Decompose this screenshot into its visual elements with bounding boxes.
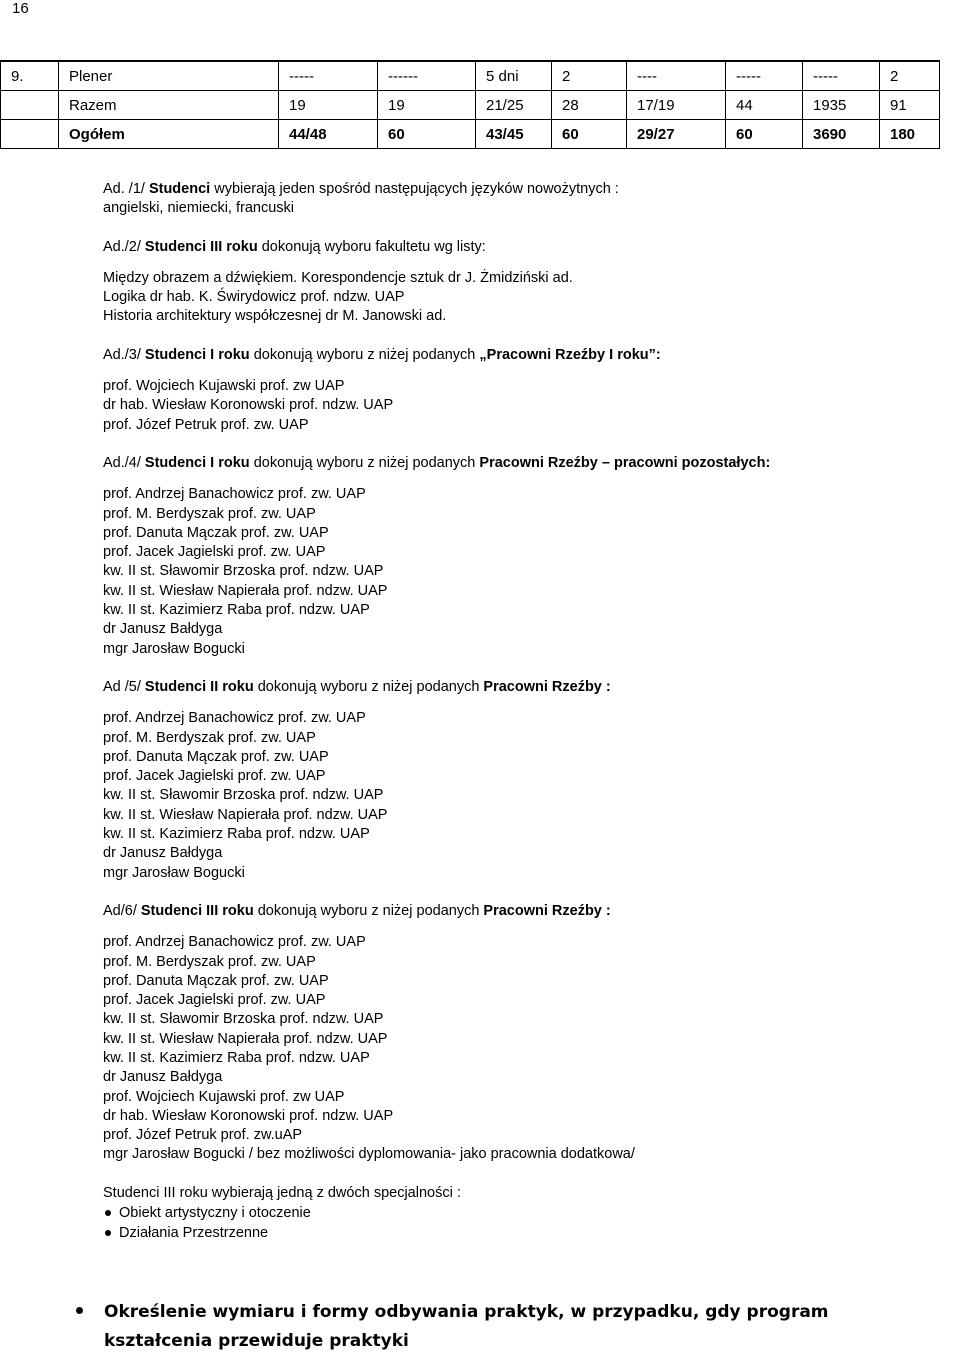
table-cell: 60 <box>726 120 803 149</box>
note-3-list <box>103 377 933 435</box>
list-item: mgr Jarosław Bogucki <box>103 864 245 881</box>
note-2-list <box>103 269 933 327</box>
list-item: prof. Danuta Mączak prof. zw. UAP <box>103 748 329 765</box>
note-2: Ad./2/ Studenci III roku dokonują wyboru fakultetu wg listy: <box>103 238 486 255</box>
list-item: prof. Jacek Jagielski prof. zw. UAP <box>103 992 326 1009</box>
list-item: dr Janusz Bałdyga <box>103 845 223 862</box>
table-cell: 21/25 <box>476 91 552 120</box>
table-cell: 44 <box>726 91 803 120</box>
note-4: Ad./4/ Studenci I roku dokonują wyboru z niżej podanych Pracowni Rzeźby – pracowni pozostałych: <box>103 454 771 471</box>
table-cell: 60 <box>552 120 627 149</box>
table-cell: 1935 <box>803 91 880 120</box>
note-6: Ad/6/ Studenci III roku dokonują wyboru z niżej podanych Pracowni Rzeźby : <box>103 902 611 919</box>
table-cell: ----- <box>803 61 880 91</box>
table-cell: 91 <box>880 91 940 120</box>
table-cell: 60 <box>378 120 476 149</box>
table-cell: 5 dni <box>476 61 552 91</box>
table-cell: 2 <box>880 61 940 91</box>
table-cell: ----- <box>726 61 803 91</box>
list-item: prof. Andrzej Banachowicz prof. zw. UAP <box>103 486 366 503</box>
list-item: Obiekt artystyczny i otoczenie <box>103 1203 933 1223</box>
list-item: kw. II st. Sławomir Brzoska prof. ndzw. UAP <box>103 787 384 804</box>
list-item: prof. Wojciech Kujawski prof. zw UAP <box>103 378 345 395</box>
table-cell: 9. <box>1 61 59 91</box>
table-cell: Plener <box>59 61 279 91</box>
list-item: kw. II st. Kazimierz Raba prof. ndzw. UAP <box>103 1049 370 1066</box>
list-item: kw. II st. Wiesław Napierała prof. ndzw. UAP <box>103 582 388 599</box>
list-item: prof. M. Berdyszak prof. zw. UAP <box>103 729 316 746</box>
list-item: mgr Jarosław Bogucki <box>103 640 245 657</box>
table-cell: 19 <box>279 91 378 120</box>
list-item: prof. Andrzej Banachowicz prof. zw. UAP <box>103 934 366 951</box>
list-item: kw. II st. Sławomir Brzoska prof. ndzw. UAP <box>103 1011 384 1028</box>
table-cell: 28 <box>552 91 627 120</box>
list-item: kw. II st. Wiesław Napierała prof. ndzw. UAP <box>103 1030 388 1047</box>
table-cell: ------ <box>378 61 476 91</box>
table-cell: Ogółem <box>59 120 279 149</box>
table-row <box>1 120 940 149</box>
note-6-list <box>103 933 933 1165</box>
specializations-intro: Studenci III roku wybierają jedną z dwóch specjalności : <box>103 1184 461 1201</box>
table-row <box>1 91 940 120</box>
note-4-list <box>103 485 933 659</box>
note-1: Ad. /1/ Studenci wybierają jeden spośród następujących języków nowożytnych : <box>103 181 619 197</box>
list-item: prof. Józef Petruk prof. zw.uAP <box>103 1127 303 1144</box>
list-item: prof. Jacek Jagielski prof. zw. UAP <box>103 768 326 785</box>
bullet-icon <box>76 1307 83 1314</box>
table-cell: 17/19 <box>627 91 726 120</box>
page-number: 16 <box>12 0 29 17</box>
table-cell: 43/45 <box>476 120 552 149</box>
table-cell: 44/48 <box>279 120 378 149</box>
list-item: prof. Danuta Mączak prof. zw. UAP <box>103 972 329 989</box>
list-item: prof. Jacek Jagielski prof. zw. UAP <box>103 544 326 561</box>
list-item: dr Janusz Bałdyga <box>103 1069 223 1086</box>
list-item: dr hab. Wiesław Koronowski prof. ndzw. UAP <box>103 1107 394 1124</box>
list-item: dr hab. Wiesław Koronowski prof. ndzw. UAP <box>103 397 394 414</box>
list-item: Historia architektury współczesnej dr M. Janowski ad. <box>103 308 447 325</box>
table-cell <box>1 120 59 149</box>
list-item: prof. M. Berdyszak prof. zw. UAP <box>103 953 316 970</box>
final-heading: Określenie wymiaru i formy odbywania praktyk, w przypadku, gdy program kształcenia przewiduje praktyki <box>80 1298 940 1356</box>
list-item: prof. M. Berdyszak prof. zw. UAP <box>103 505 316 522</box>
table-row <box>1 61 940 91</box>
table-cell: 19 <box>378 91 476 120</box>
note-5-list <box>103 709 933 883</box>
notes-section <box>103 180 933 1243</box>
note-3: Ad./3/ Studenci I roku dokonują wyboru z niżej podanych „Pracowni Rzeźby I roku”: <box>103 346 661 363</box>
list-item: Działania Przestrzenne <box>103 1223 933 1243</box>
list-item: prof. Józef Petruk prof. zw. UAP <box>103 416 309 433</box>
summary-table <box>0 60 940 149</box>
list-item: mgr Jarosław Bogucki / bez możliwości dyplomowania- jako pracownia dodatkowa/ <box>103 1146 635 1163</box>
table-cell: 180 <box>880 120 940 149</box>
list-item: kw. II st. Kazimierz Raba prof. ndzw. UAP <box>103 826 370 843</box>
list-item: kw. II st. Sławomir Brzoska prof. ndzw. UAP <box>103 563 384 580</box>
specializations-list <box>103 1203 933 1243</box>
table-cell: 2 <box>552 61 627 91</box>
list-item: Logika dr hab. K. Świrydowicz prof. ndzw. UAP <box>103 289 405 306</box>
note-5: Ad /5/ Studenci II roku dokonują wyboru z niżej podanych Pracowni Rzeźby : <box>103 678 611 695</box>
table-cell: ---- <box>627 61 726 91</box>
list-item: Między obrazem a dźwiękiem. Korespondencje sztuk dr J. Żmidziński ad. <box>103 269 573 286</box>
list-item: kw. II st. Kazimierz Raba prof. ndzw. UAP <box>103 602 370 619</box>
list-item: dr Janusz Bałdyga <box>103 621 223 638</box>
list-item: prof. Andrzej Banachowicz prof. zw. UAP <box>103 710 366 727</box>
table-cell <box>1 91 59 120</box>
list-item: prof. Wojciech Kujawski prof. zw UAP <box>103 1088 345 1105</box>
table-cell: ----- <box>279 61 378 91</box>
table-cell: 29/27 <box>627 120 726 149</box>
list-item: kw. II st. Wiesław Napierała prof. ndzw. UAP <box>103 806 388 823</box>
list-item: prof. Danuta Mączak prof. zw. UAP <box>103 524 329 541</box>
table-cell: 3690 <box>803 120 880 149</box>
note-1-languages: angielski, niemiecki, francuski <box>103 200 294 217</box>
table-cell: Razem <box>59 91 279 120</box>
